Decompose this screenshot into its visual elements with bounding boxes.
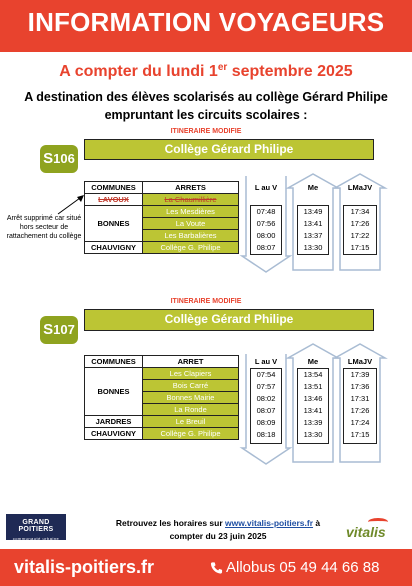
- stop-cell: Les Clapiers: [143, 368, 239, 380]
- page-title: INFORMATION VOYAGEURS: [27, 7, 385, 37]
- time-cell: 08:00: [256, 231, 276, 240]
- col-header-lmajv: LMaJV: [347, 183, 373, 192]
- time-cell: 13:30: [303, 430, 323, 439]
- col-header-lauv: L au V: [254, 183, 278, 192]
- schedule-table-s107: [84, 355, 239, 440]
- col-header-me: Me: [307, 357, 319, 366]
- phone-icon: [210, 561, 223, 575]
- removed-stop-note: Arrêt supprimé car situé hors secteur de rattachement du collège: [6, 215, 82, 240]
- bottom-banner: [0, 549, 412, 586]
- commune-cell: LAVOUX: [85, 194, 143, 206]
- time-cell: 13:37: [303, 231, 323, 240]
- col-header-arret: ARRET: [143, 356, 239, 368]
- col-header-lmajv: LMaJV: [347, 357, 373, 366]
- phone-number[interactable]: Allobus 05 49 44 66 88: [226, 559, 380, 576]
- time-cell: 17:15: [350, 430, 370, 439]
- effective-date: A compter du lundi 1er septembre 2025: [59, 62, 353, 80]
- time-cell: 08:09: [256, 418, 276, 427]
- vitalis-logo: vitalis: [342, 514, 402, 542]
- time-cell: 07:54: [256, 370, 276, 379]
- time-cell: 13:54: [303, 370, 323, 379]
- time-cell: 08:18: [256, 430, 276, 439]
- col-header-me: Me: [307, 183, 319, 192]
- commune-cell: CHAUVIGNY: [85, 242, 143, 254]
- itinerary-label-s106: ITINERAIRE MODIFIE: [170, 128, 242, 135]
- vitalis-link[interactable]: www.vitalis-poitiers.fr: [225, 518, 314, 528]
- stop-cell: Collège G. Philipe: [143, 428, 239, 440]
- destination-text: A destination des élèves scolarisés au collège Gérard Philipe empruntant les circuits scolaires :: [24, 90, 388, 122]
- commune-cell: BONNES: [85, 368, 143, 416]
- time-cell: 13:41: [303, 219, 323, 228]
- stop-cell: Bonnes Mairie: [143, 392, 239, 404]
- time-cell: 17:15: [350, 243, 370, 252]
- time-cell: 13:46: [303, 394, 323, 403]
- time-cell: 13:51: [303, 382, 323, 391]
- time-cell: 13:49: [303, 207, 323, 216]
- grand-poitiers-logo: GRAND POITIERS communauté urbaine: [6, 514, 66, 540]
- time-cell: 13:39: [303, 418, 323, 427]
- col-header-commune: COMMUNES: [85, 182, 143, 194]
- time-cell: 13:41: [303, 406, 323, 415]
- footer-info: Retrouvez les horaires sur www.vitalis-poitiers.fr à compter du 23 juin 2025: [115, 518, 321, 541]
- time-cell: 07:48: [256, 207, 276, 216]
- time-column-me: [297, 355, 329, 465]
- time-cell: 17:26: [350, 219, 370, 228]
- route-destination-s106: Collège Gérard Philipe: [84, 139, 374, 160]
- time-cell: 17:22: [350, 231, 370, 240]
- itinerary-label-s107: ITINERAIRE MODIFIE: [170, 298, 242, 305]
- commune-cell: CHAUVIGNY: [85, 428, 143, 440]
- time-cell: 17:39: [350, 370, 370, 379]
- time-cell: 08:07: [256, 243, 276, 252]
- route-badge-s106: S106: [40, 145, 78, 173]
- time-cell: 17:24: [350, 418, 370, 427]
- time-cell: 17:26: [350, 406, 370, 415]
- up-arrow-s106-lmajv: [335, 174, 385, 270]
- col-header-arret: ARRETS: [143, 182, 239, 194]
- down-arrow-s106-lauv: [242, 176, 290, 272]
- time-cell: 17:34: [350, 207, 370, 216]
- time-cell: 17:31: [350, 394, 370, 403]
- up-arrow-s106-me: [288, 174, 338, 270]
- commune-cell: JARDRES: [85, 416, 143, 428]
- commune-cell: BONNES: [85, 206, 143, 242]
- time-cell: 08:02: [256, 394, 276, 403]
- note-pointer-arrow: [56, 192, 86, 216]
- stop-cell-removed: La Chaumillière: [143, 194, 239, 206]
- stop-cell: Les Mesdières: [143, 206, 239, 218]
- time-cell: 17:36: [350, 382, 370, 391]
- col-header-commune: COMMUNES: [85, 356, 143, 368]
- route-badge-s107: S107: [40, 316, 78, 344]
- stop-cell: La Ronde: [143, 404, 239, 416]
- time-cell: 07:56: [256, 219, 276, 228]
- stop-cell: Le Breuil: [143, 416, 239, 428]
- time-column-lmajv: [343, 355, 377, 465]
- route-destination-s107: Collège Gérard Philipe: [84, 309, 374, 331]
- time-cell: 07:57: [256, 382, 276, 391]
- time-cell: 08:07: [256, 406, 276, 415]
- stop-cell: Collège G. Philipe: [143, 242, 239, 254]
- col-header-lauv: L au V: [254, 357, 278, 366]
- stop-cell: La Voute: [143, 218, 239, 230]
- time-cell: 13:30: [303, 243, 323, 252]
- stop-cell: Bois Carré: [143, 380, 239, 392]
- time-column-lauv: [250, 355, 282, 465]
- stop-cell: Les Barbalières: [143, 230, 239, 242]
- website-text[interactable]: vitalis-poitiers.fr: [14, 557, 155, 577]
